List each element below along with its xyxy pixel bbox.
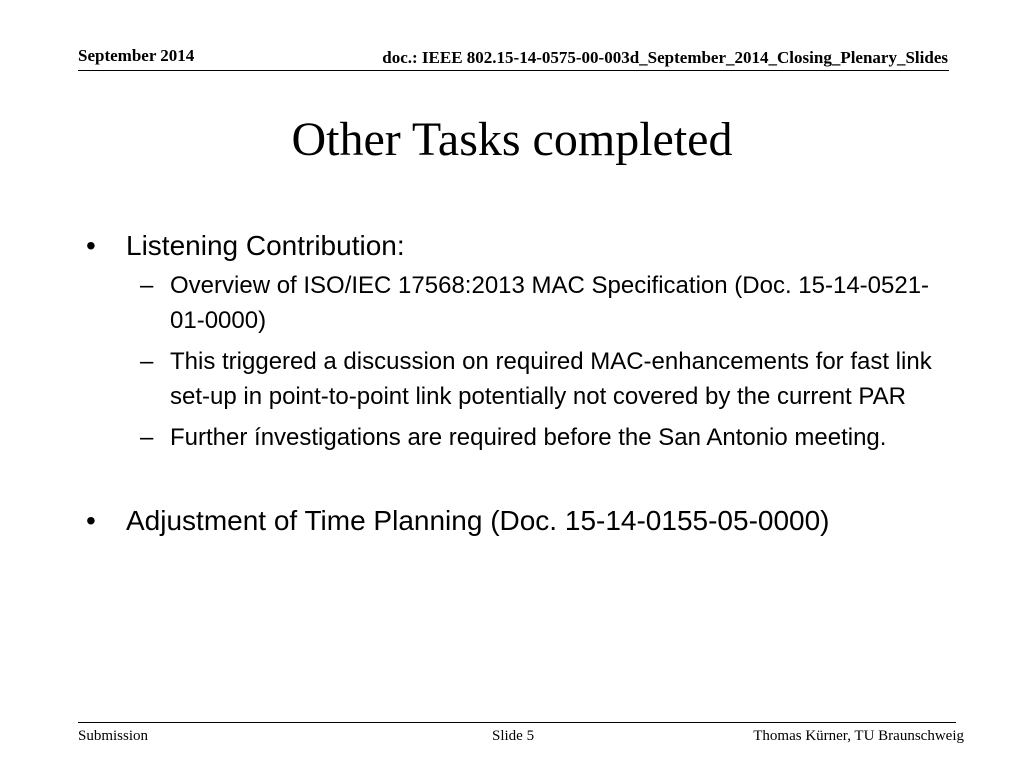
footer-slide-number: Slide 5 — [492, 728, 535, 744]
sub-bullet-text: Overview of ISO/IEC 17568:2013 MAC Specification (Doc. 15-14-0521-01-0000) — [170, 272, 930, 334]
sub-bullet-list — [84, 268, 944, 455]
footer-divider — [78, 722, 956, 723]
footer-submission: Submission — [78, 728, 149, 744]
dash-marker: – — [140, 424, 154, 451]
footer-author: Thomas Kürner, TU Braunschweig — [753, 728, 964, 744]
header-doc-id: doc.: IEEE 802.15-14-0575-00-003d_September_2014_Closing_Plenary_Slides — [382, 48, 948, 67]
bullet-text: Adjustment of Time Planning (Doc. 15-14-0155-05-0000) — [126, 505, 830, 536]
dash-marker: – — [140, 272, 154, 299]
slide-content — [84, 228, 944, 539]
dash-marker: – — [140, 348, 154, 375]
sub-bullet-text: Further ínvestigations are required before the San Antonio meeting. — [170, 424, 887, 451]
bullet-marker: • — [86, 505, 96, 536]
sub-bullet-item — [84, 420, 944, 455]
bullet-text: Listening Contribution: — [126, 230, 405, 261]
sub-bullet-item — [84, 268, 944, 338]
slide-title: Other Tasks completed — [291, 113, 733, 166]
bullet-time-planning — [84, 503, 944, 539]
sub-bullet-item — [84, 344, 944, 414]
sub-bullet-text: This triggered a discussion on required MAC-enhancements for fast link set-up in point-to-point link potentially not covered by the current PAR — [170, 348, 932, 410]
bullet-marker: • — [86, 230, 96, 261]
header-date: September 2014 — [78, 46, 195, 65]
header-divider — [78, 70, 949, 71]
bullet-listening-contribution — [84, 228, 944, 264]
